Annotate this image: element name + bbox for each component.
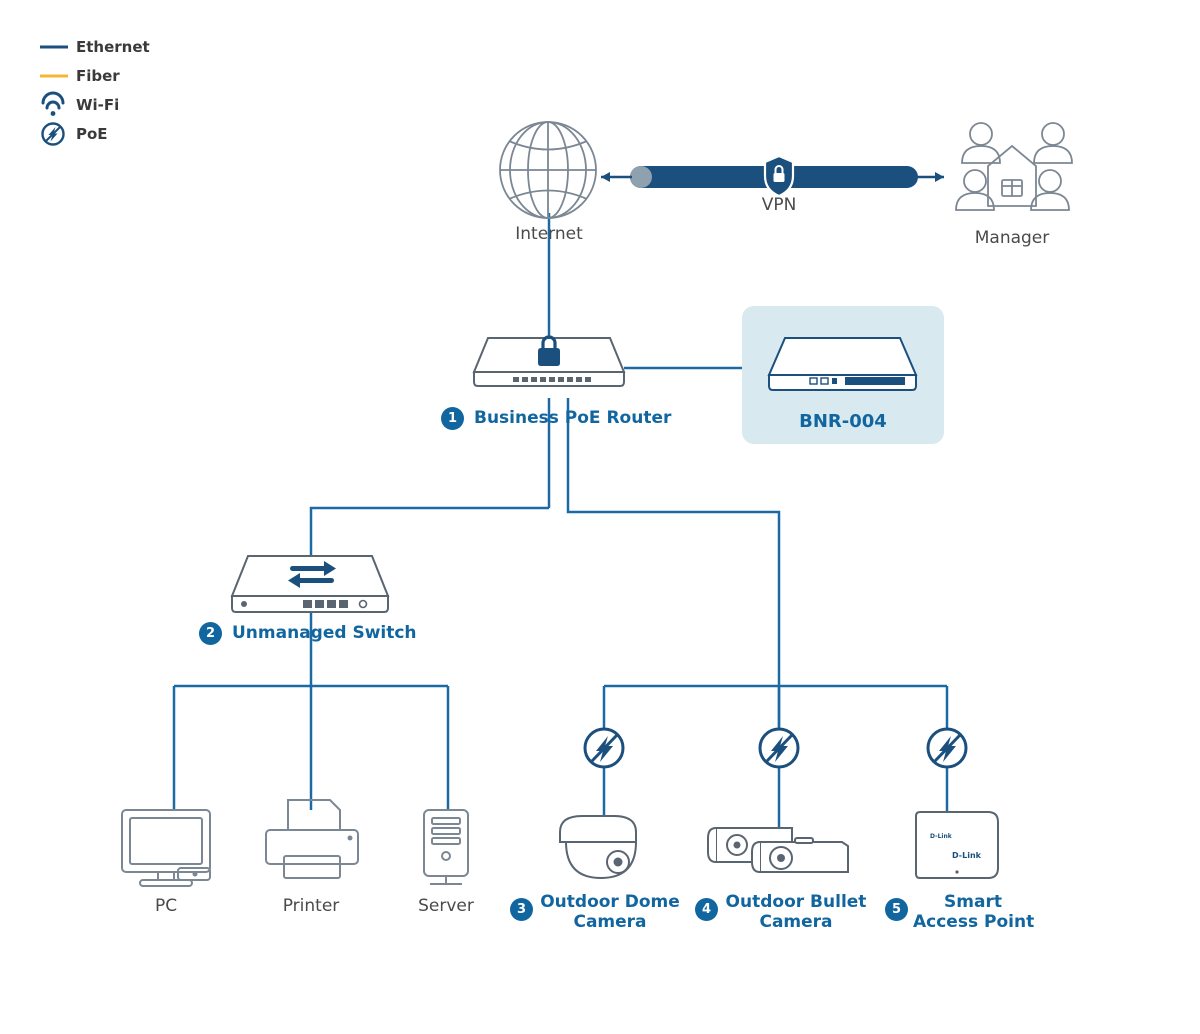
- globe-icon: [500, 122, 596, 218]
- server-icon: [424, 810, 468, 884]
- poe-badge-ap: [928, 729, 966, 767]
- switch-icon: [232, 556, 388, 612]
- label-bullet-camera-line2: Camera: [759, 912, 833, 932]
- label-switch: Unmanaged Switch: [232, 623, 417, 643]
- badge-dome-camera: 3: [510, 898, 533, 921]
- access-point-brand: D-Link: [952, 851, 981, 860]
- poe-badge-dome: [585, 729, 623, 767]
- badge-router: 1: [441, 407, 464, 430]
- legend-label-wifi: Wi-Fi: [76, 96, 120, 114]
- router-icon: [474, 337, 624, 386]
- badge-access-point: 5: [885, 898, 908, 921]
- label-manager: Manager: [974, 228, 1050, 248]
- label-callout-bnr004: BNR-004: [799, 411, 887, 432]
- router-product-icon: [769, 338, 916, 390]
- label-pc: PC: [154, 896, 178, 916]
- legend-label-ethernet: Ethernet: [76, 38, 150, 56]
- label-dome-camera-line1: Outdoor Dome: [540, 892, 680, 912]
- label-vpn: VPN: [761, 195, 797, 215]
- access-point-brand-corner: D-Link: [930, 833, 952, 840]
- badge-switch: 2: [199, 622, 222, 645]
- desktop-pc-icon: [122, 810, 210, 886]
- label-server: Server: [418, 896, 474, 916]
- label-internet: Internet: [515, 224, 583, 244]
- vpn-tunnel-icon: [601, 156, 944, 196]
- bullet-camera-icon: [708, 828, 848, 872]
- legend-label-fiber: Fiber: [76, 67, 120, 85]
- people-office-icon: [956, 123, 1072, 210]
- label-router: Business PoE Router: [474, 408, 672, 428]
- access-point-icon: [916, 812, 998, 878]
- badge-bullet-camera: 4: [695, 898, 718, 921]
- label-access-point-line1: Smart: [944, 892, 1002, 912]
- label-printer: Printer: [282, 896, 340, 916]
- dome-camera-icon: [560, 816, 636, 878]
- label-dome-camera-line2: Camera: [573, 912, 647, 932]
- legend-label-poe: PoE: [76, 125, 108, 143]
- poe-badge-bullet: [760, 729, 798, 767]
- printer-icon: [266, 800, 358, 878]
- label-access-point-line2: Access Point: [913, 912, 1035, 932]
- label-bullet-camera-line1: Outdoor Bullet: [725, 892, 867, 912]
